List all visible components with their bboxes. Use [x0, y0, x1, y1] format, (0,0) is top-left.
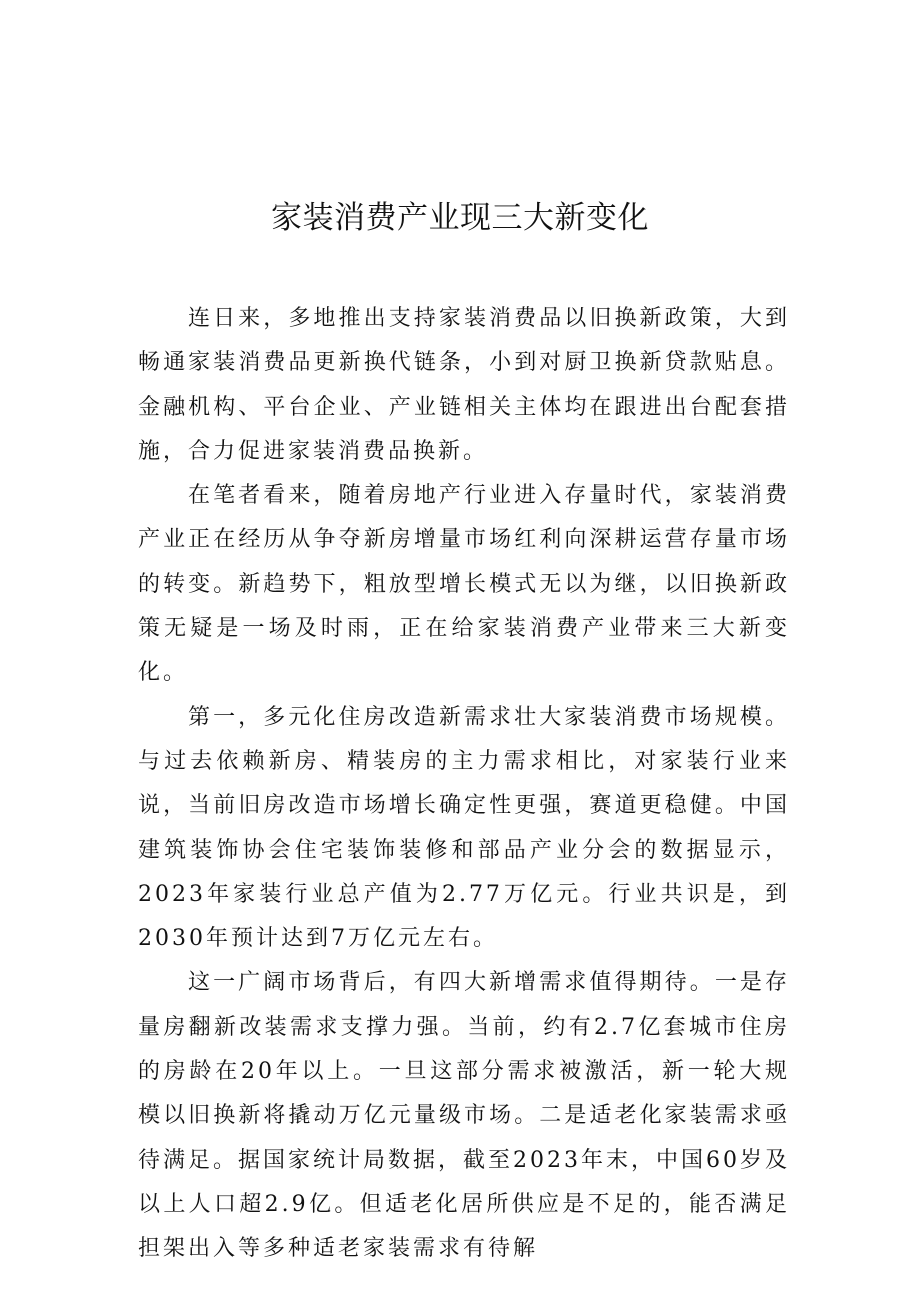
paragraph-4: 这一广阔市场背后，有四大新增需求值得期待。一是存量房翻新改装需求支撑力强。当前，约有2.7亿套城市住房的房龄在20年以上。一旦这部分需求被激活，新一轮大规模以旧换新将撬动万亿元量级市场。二是适老化家装需求亟待满足。据国家统计局数据，截至2023年末，中国60岁及以上人口超2.9亿。但适老化居所供应是不足的，能否满足担架出入等多种适老家装需求有待解 [138, 970, 790, 1262]
document-body [138, 297, 790, 1272]
paragraph-3: 第一，多元化住房改造新需求壮大家装消费市场规模。与过去依赖新房、精装房的主力需求相比，对家装行业来说，当前旧房改造市场增长确定性更强，赛道更稳健。中国建筑装饰协会住宅装饰装修和部品产业分会的数据显示，2023年家装行业总产值为2.77万亿元。行业共识是，到2030年预计达到7万亿元左右。 [138, 704, 790, 952]
document-title: 家装消费产业现三大新变化 [271, 200, 649, 236]
paragraph-2: 在笔者看来，随着房地产行业进入存量时代，家装消费产业正在经历从争夺新房增量市场红利向深耕运营存量市场的转变。新趋势下，粗放型增长模式无以为继，以旧换新政策无疑是一场及时雨，正在给家装消费产业带来三大新变化。 [138, 483, 790, 686]
paragraph-1: 连日来，多地推出支持家装消费品以旧换新政策，大到畅通家装消费品更新换代链条，小到对厨卫换新贷款贴息。金融机构、平台企业、产业链相关主体均在跟进出台配套措施，合力促进家装消费品换新。 [138, 306, 790, 464]
